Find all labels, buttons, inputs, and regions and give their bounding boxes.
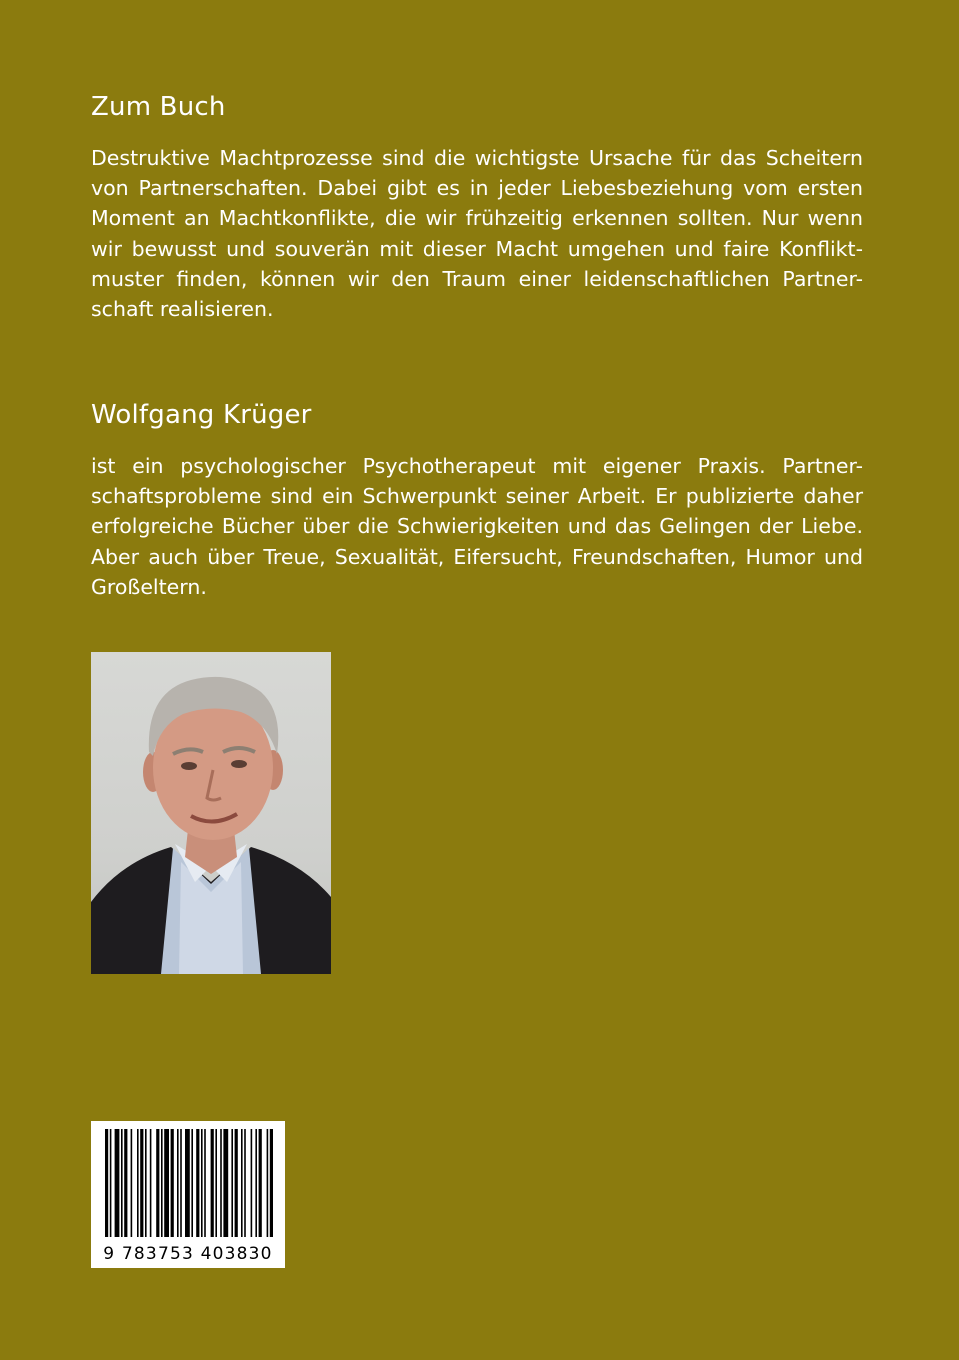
barcode-bars [91,1121,285,1239]
book-description-line: Moment an Machtkonflikte, die wir frühzeitig erkennen sollten. Nur wenn [91,206,863,231]
barcode-bar [150,1129,152,1237]
barcode-bar [145,1129,147,1237]
portrait-illustration [91,652,331,974]
barcode-bar [161,1129,163,1237]
book-description-line: Destruktive Machtprozesse sind die wichtigste Ursache für das Scheitern [91,146,863,170]
barcode-bar [115,1129,120,1237]
barcode-bar [105,1129,108,1237]
barcode-bar [204,1129,206,1237]
barcode-bar [177,1129,179,1237]
barcode-bar [231,1129,233,1237]
barcode-bar [180,1129,182,1237]
barcode-bar [223,1129,228,1237]
author-bio-line: ist ein psychologischer Psychotherapeut mit eigener Praxis. Partner- [91,454,863,478]
barcode-bar [131,1129,133,1237]
barcode-bar [244,1129,246,1237]
barcode-bar [235,1129,238,1237]
barcode-bar [164,1129,169,1237]
author-bio [91,451,863,602]
barcode-bar [215,1129,217,1237]
book-description-line: wir bewusst und souverän mit dieser Macht umgehen und faire Konflikt- [91,236,863,261]
barcode-bar [110,1129,112,1237]
barcode-bar [140,1129,143,1237]
barcode-bar [270,1129,273,1237]
author-heading: Wolfgang Krüger [91,400,312,430]
book-description-line: von Partnerschaften. Dabei gibt es in jeder Liebesbeziehung vom ersten [91,176,863,201]
author-bio-line: Großeltern. [91,574,207,599]
author-bio-line: schaftsprobleme sind ein Schwerpunkt seiner Arbeit. Er publizierte daher [91,484,863,509]
barcode-bar [156,1129,159,1237]
author-portrait-icon [91,652,331,974]
barcode-bar [196,1129,199,1237]
barcode-bar [220,1129,222,1237]
book-heading: Zum Buch [91,92,226,122]
author-bio-line: erfolgreiche Bücher über die Schwierigkeiten und das Gelingen der Liebe. [91,514,863,539]
author-bio-line: Aber auch über Treue, Sexualität, Eifersucht, Freundschaften, Humor und [91,544,863,569]
barcode-bar [211,1129,214,1237]
barcode-number: 9 783753 403830 [103,1244,273,1264]
barcode-bar [191,1129,193,1237]
barcode-bar [267,1129,269,1237]
barcode-bar [124,1129,127,1237]
barcode-bar [241,1129,243,1237]
barcode-bar [251,1129,253,1237]
barcode-bar [201,1129,203,1237]
book-description [91,143,863,324]
book-description-line: muster finden, können wir den Traum einer leidenschaftlichen Partner- [91,266,863,291]
barcode-bar [259,1129,262,1237]
barcode-bar [171,1129,174,1237]
barcode-bar [121,1129,123,1237]
barcode-bar [185,1129,190,1237]
book-description-line: schaft realisieren. [91,297,274,322]
barcode-bar [137,1129,139,1237]
barcode-bar [255,1129,257,1237]
barcode [91,1121,285,1268]
